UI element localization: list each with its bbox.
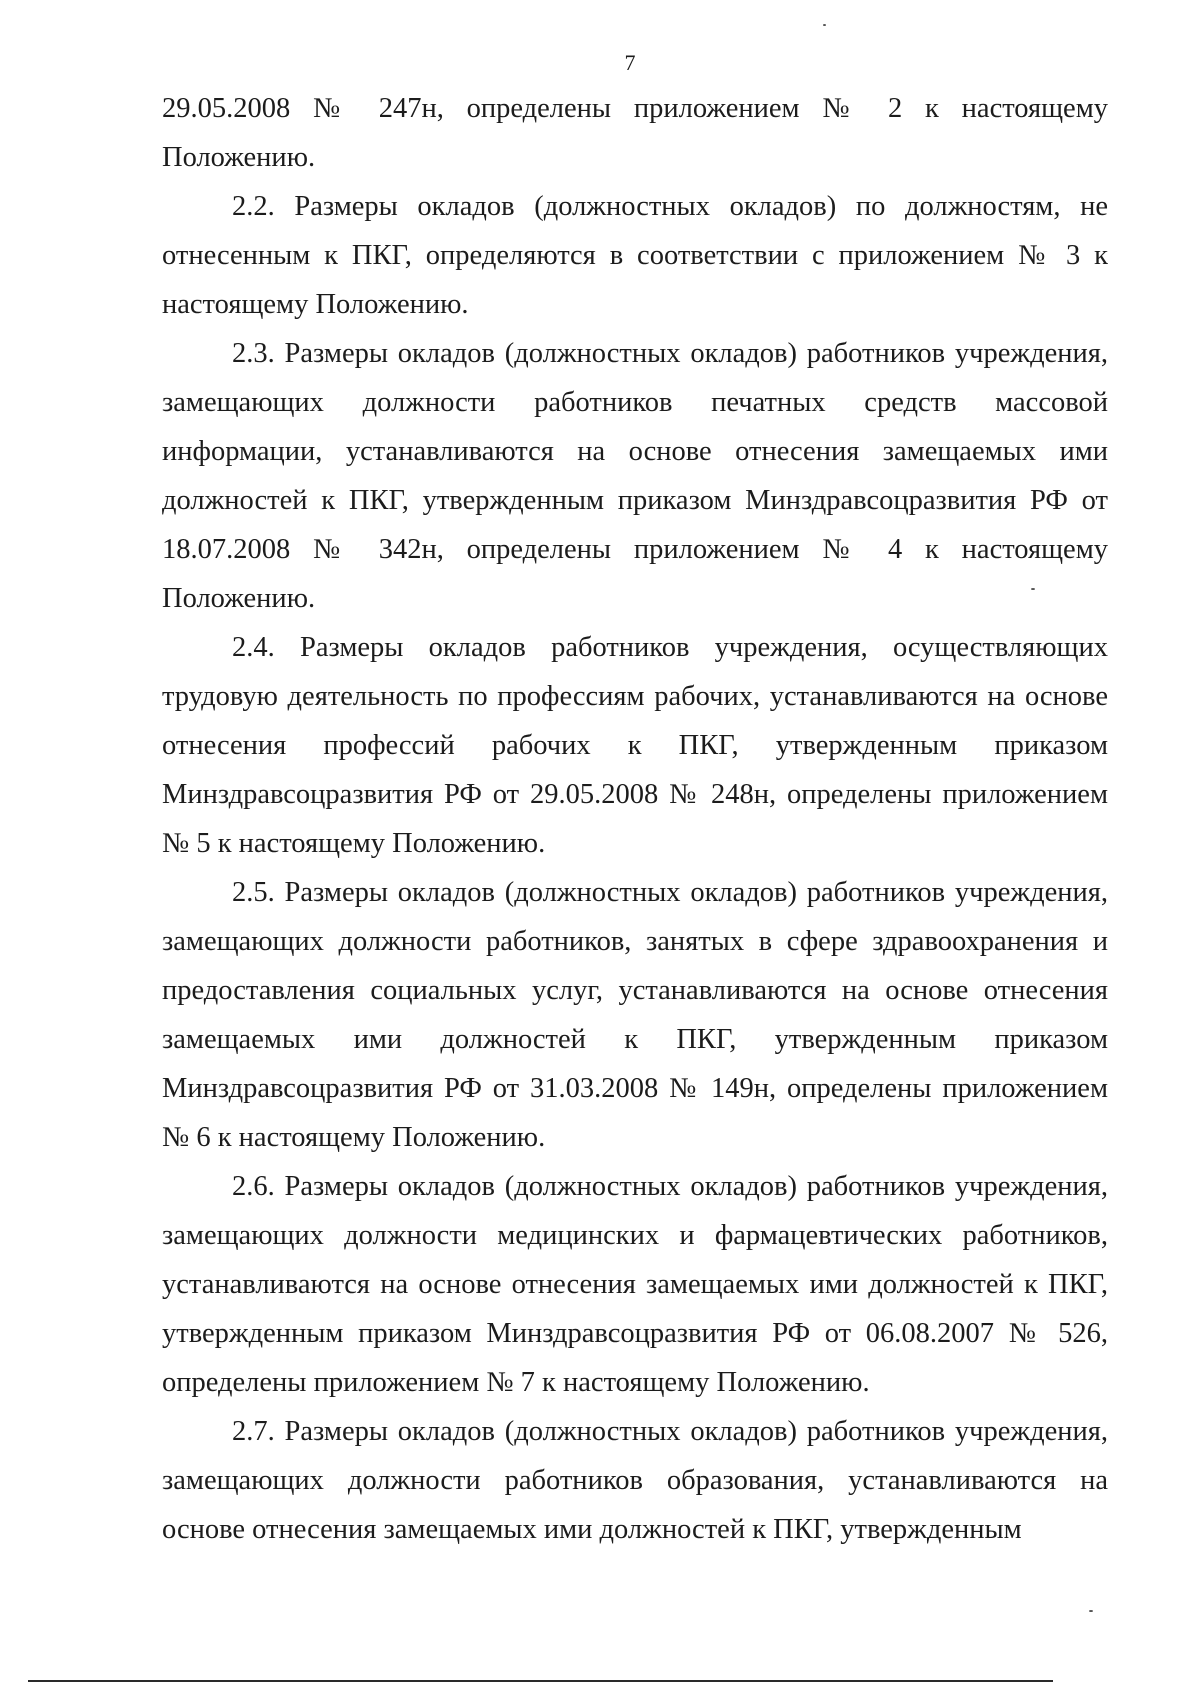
paragraph-2-7: 2.7. Размеры окладов (должностных окладов) работников учреждения, замещающих должности работников образования, устанавливаются на основе отнесения замещаемых ими должностей к ПКГ, утвержденным: [162, 1416, 1108, 1545]
paragraph-continuation: 29.05.2008 № 247н, определены приложением № 2 к настоящему Положению.: [162, 93, 1108, 173]
scan-speck: [1089, 1610, 1093, 1612]
paragraph-2-2: 2.2. Размеры окладов (должностных окладов) по должностям, не отнесенным к ПКГ, определяются в соответствии с приложением № 3 к настоящему Положению.: [162, 191, 1108, 320]
page-number: 7: [624, 50, 636, 75]
scan-edge-line: [28, 1680, 1053, 1682]
scan-speck: [823, 24, 826, 26]
paragraph-2-6: 2.6. Размеры окладов (должностных окладов) работников учреждения, замещающих должности медицинских и фармацевтических работников, устанавливаются на основе отнесения замещаемых ими должностей к ПКГ, утвержденным приказом Минздравсоцразвития РФ от 06.08.2007 № 526, определены приложением № 7 к настоящему Положению.: [162, 1171, 1108, 1398]
paragraph-2-5: 2.5. Размеры окладов (должностных окладов) работников учреждения, замещающих должности работников, занятых в сфере здравоохранения и предоставления социальных услуг, устанавливаются на основе отнесения замещаемых ими должностей к ПКГ, утвержденным приказом Минздравсоцразвития РФ от 31.03.2008 № 149н, определены приложением № 6 к настоящему Положению.: [162, 877, 1108, 1153]
document-body: [162, 84, 1108, 1554]
scan-speck: [1031, 588, 1035, 590]
paragraph-2-4: 2.4. Размеры окладов работников учреждения, осуществляющих трудовую деятельность по профессиям рабочих, устанавливаются на основе отнесения профессий рабочих к ПКГ, утвержденным приказом Минздравсоцразвития РФ от 29.05.2008 № 248н, определены приложением № 5 к настоящему Положению.: [162, 632, 1108, 859]
paragraph-2-3: 2.3. Размеры окладов (должностных окладов) работников учреждения, замещающих должности работников печатных средств массовой информации, устанавливаются на основе отнесения замещаемых ими должностей к ПКГ, утвержденным приказом Минздравсоцразвития РФ от 18.07.2008 № 342н, определены приложением № 4 к настоящему Положению.: [162, 338, 1108, 614]
